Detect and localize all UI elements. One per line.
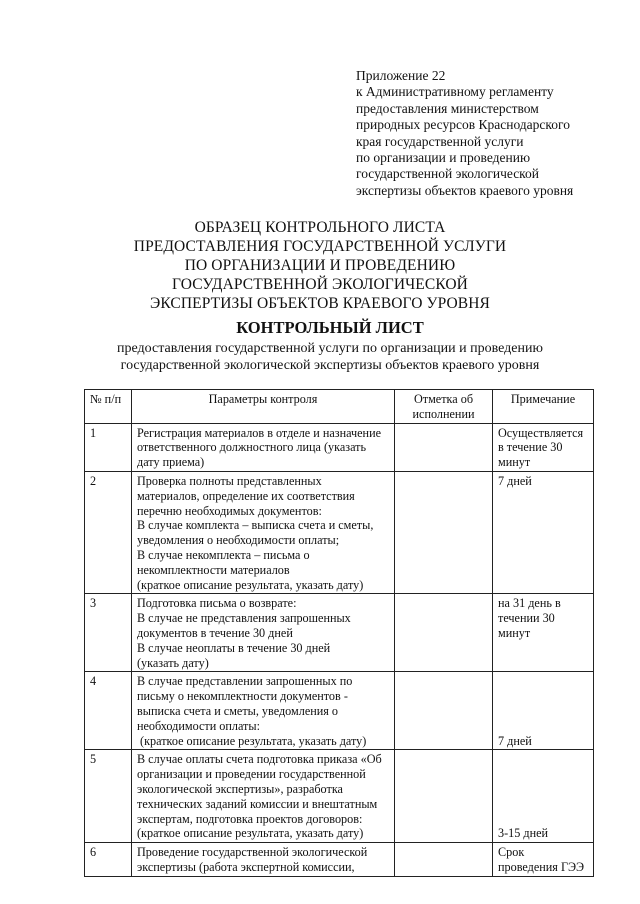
params-line: экспертам, подготовка проектов договоров: [137, 811, 363, 826]
appendix-line: к Административному регламенту [356, 84, 554, 100]
params-line: (краткое описание результата, указать дату) [137, 577, 364, 592]
params-line: ответственного должностного лица (указать [137, 440, 367, 455]
params-line: (краткое описание результата, указать дату) [137, 733, 367, 748]
table-row [85, 423, 594, 471]
table-header-row [85, 390, 594, 424]
row-mark-cell[interactable] [395, 750, 493, 843]
params-line: экологической экспертизы», разработка [137, 781, 343, 796]
params-line: (указать дату) [137, 655, 209, 670]
header-mark [395, 390, 493, 424]
appendix-line: государственной экологической [356, 166, 540, 182]
row-number: 6 [85, 843, 132, 877]
row-number: 4 [85, 672, 132, 750]
subtitle-line: государственной экологической экспертизы объектов краевого уровня [120, 358, 540, 373]
row-mark-cell[interactable] [395, 843, 493, 877]
params-line: В случае комплекта – выписка счета и сметы, [137, 518, 374, 533]
appendix-block [356, 68, 626, 199]
appendix-line: Приложение 22 [356, 68, 446, 83]
params-line: документов в течение 30 дней [137, 625, 293, 640]
params-line: В случае некомплекта – письма о [137, 547, 310, 562]
params-line: В случае не представления запрошенных [137, 611, 351, 626]
row-mark-cell[interactable] [395, 471, 493, 593]
params-line: выписка счета и сметы, уведомления о [137, 703, 339, 718]
table-row [85, 750, 594, 843]
table-row [85, 594, 594, 672]
document-heading [0, 218, 640, 313]
note-line: 7 дней [498, 473, 532, 488]
header-mark-line: Отметка об [413, 392, 474, 406]
note-line: 7 дней [498, 733, 532, 748]
table-row [85, 843, 594, 877]
params-line: перечню необходимых документов: [137, 503, 322, 518]
row-params [132, 750, 395, 843]
appendix-line: предоставления министерством [356, 100, 539, 116]
params-line: материалов, определение их соответствия [137, 488, 355, 503]
heading-line: ПО ОРГАНИЗАЦИИ И ПРОВЕДЕНИЮ [184, 257, 456, 274]
subtitle-line: предоставления государственной услуги по организации и проведению [117, 341, 543, 356]
note-line: минут [498, 625, 531, 640]
row-params [132, 672, 395, 750]
row-number: 5 [85, 750, 132, 843]
header-mark-line: исполнении [412, 406, 475, 421]
note-line: Осуществляется [498, 425, 584, 440]
note-line: 3-15 дней [498, 826, 549, 841]
heading-line: ЭКСПЕРТИЗЫ ОБЪЕКТОВ КРАЕВОГО УРОВНЯ [150, 295, 490, 312]
params-line: В случае неоплаты в течение 30 дней [137, 640, 331, 655]
header-params: Параметры контроля [132, 390, 395, 424]
params-line: Регистрация материалов в отделе и назначение [137, 425, 381, 440]
heading-line: ГОСУДАРСТВЕННОЙ ЭКОЛОГИЧЕСКОЙ [172, 276, 468, 293]
row-number: 3 [85, 594, 132, 672]
sheet-subtitle [0, 340, 640, 374]
params-line: Проверка полноты представленных [137, 473, 322, 488]
params-line: (краткое описание результата, указать дату) [137, 826, 364, 841]
row-number: 2 [85, 471, 132, 593]
row-note [493, 672, 594, 750]
row-params [132, 471, 395, 593]
params-line: уведомления о необходимости оплаты; [137, 533, 340, 548]
control-table [84, 389, 594, 877]
note-line: на 31 день в [498, 596, 561, 611]
params-line: Проведение государственной экологической [137, 845, 368, 860]
row-mark-cell[interactable] [395, 672, 493, 750]
params-line: необходимости оплаты: [137, 718, 260, 733]
row-number: 1 [85, 423, 132, 471]
row-note [493, 423, 594, 471]
note-line: течении 30 [498, 611, 555, 626]
note-line: в течение 30 [498, 440, 563, 455]
row-note [493, 594, 594, 672]
params-line: некомплектности материалов [137, 562, 290, 577]
heading-line: ПРЕДОСТАВЛЕНИЯ ГОСУДАРСТВЕННОЙ УСЛУГИ [133, 238, 507, 255]
params-line: Подготовка письма о возврате: [137, 596, 297, 611]
row-params [132, 423, 395, 471]
row-mark-cell[interactable] [395, 423, 493, 471]
note-line: проведения ГЭЭ [498, 859, 585, 874]
table-row [85, 471, 594, 593]
row-note [493, 843, 594, 877]
params-line: В случае представлении запрошенных по [137, 674, 353, 689]
heading-line: ОБРАЗЕЦ КОНТРОЛЬНОГО ЛИСТА [194, 219, 446, 236]
appendix-line: по организации и проведению [356, 150, 531, 166]
row-params [132, 843, 395, 877]
note-line: Срок [498, 845, 525, 860]
params-line: дату приема) [137, 455, 205, 470]
row-note [493, 750, 594, 843]
note-line: минут [498, 455, 531, 470]
appendix-line: природных ресурсов Краснодарского [356, 117, 570, 133]
row-params [132, 594, 395, 672]
params-line: организации и проведении государственной [137, 767, 366, 782]
table-row [85, 672, 594, 750]
row-mark-cell[interactable] [395, 594, 493, 672]
appendix-line: экспертизы объектов краевого уровня [356, 182, 574, 198]
sheet-title: КОНТРОЛЬНЫЙ ЛИСТ [236, 318, 424, 337]
header-note: Примечание [493, 390, 594, 424]
params-line: письму о некомплектности документов - [137, 689, 348, 704]
params-line: технических заданий комиссии и внештатным [137, 796, 378, 811]
header-num: № п/п [85, 390, 132, 424]
params-line: В случае оплаты счета подготовка приказа «Об [137, 752, 382, 767]
row-note [493, 471, 594, 593]
appendix-line: края государственной услуги [356, 133, 524, 149]
params-line: экспертизы (работа экспертной комиссии, [137, 859, 355, 874]
